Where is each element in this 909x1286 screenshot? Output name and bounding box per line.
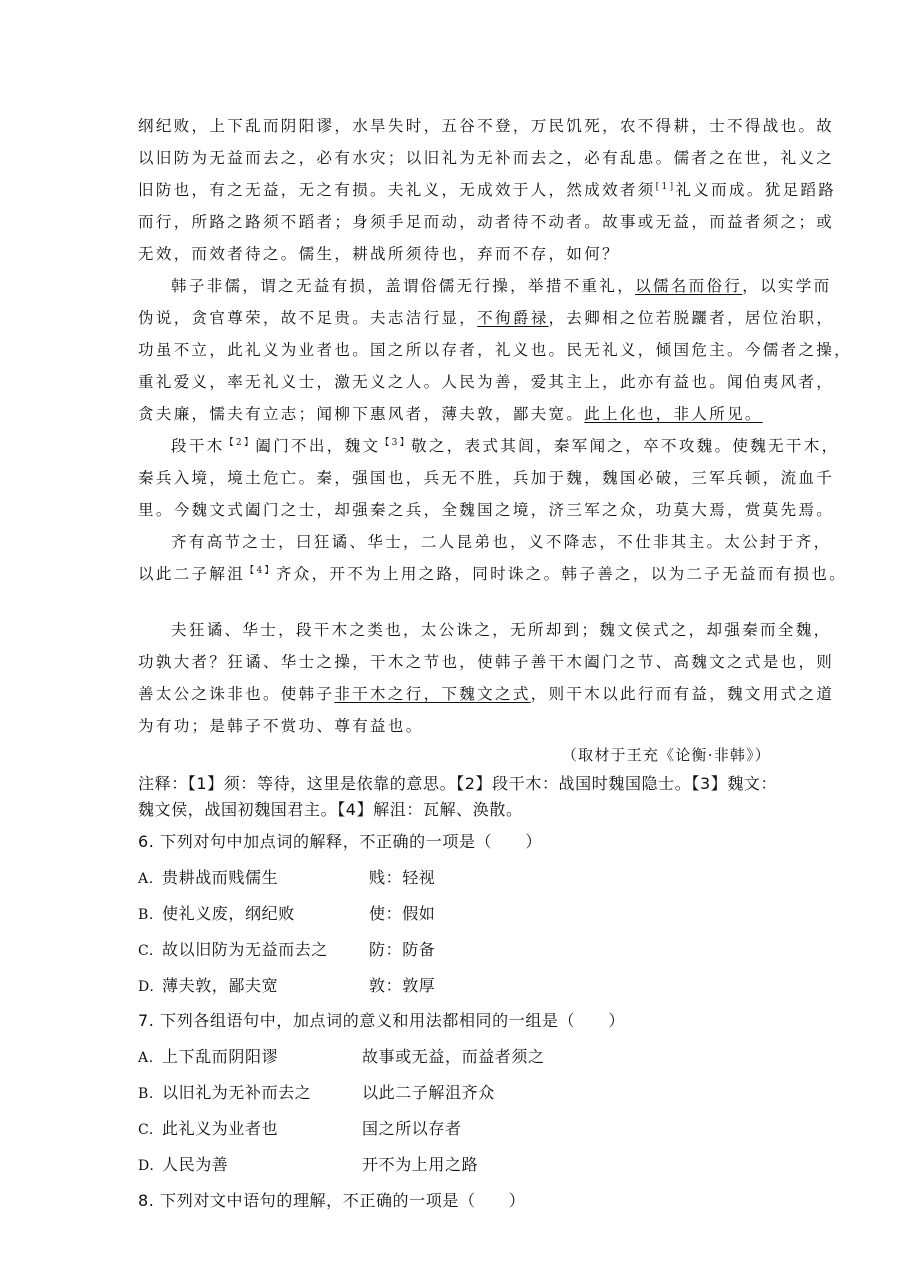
q7-option-c[interactable] bbox=[138, 1116, 278, 1139]
passage-line bbox=[138, 562, 847, 584]
question-7-stem: 7. 下列各组语句中，加点词的意义和用法都相同的一组是（ ） bbox=[138, 1011, 625, 1030]
passage-line: 为有功；是韩子不赏功、尊有益也。 bbox=[138, 717, 424, 735]
q7-option-a-pair: 故事或无益，而益者须之 bbox=[362, 1047, 545, 1066]
passage-text: 韩子非儒，谓之无益有损，盖谓俗儒无行操，举措不重礼， bbox=[171, 277, 636, 295]
option-letter: C. bbox=[138, 1122, 154, 1138]
option-letter: D. bbox=[138, 979, 155, 995]
option-letter: D. bbox=[138, 1158, 155, 1174]
passage-text: 阖门不出，魏文 bbox=[255, 437, 381, 455]
passage-text: 伪说，贪官尊荣，故不足贵。夫志洁行显， bbox=[138, 309, 478, 327]
passage-text: 善太公之诛非也。使韩子 bbox=[138, 685, 335, 703]
passage-text: ，以实学而 bbox=[742, 277, 832, 295]
q6-option-c[interactable] bbox=[138, 937, 328, 960]
q6-option-b-gloss: 使：假如 bbox=[369, 904, 436, 923]
option-letter: A. bbox=[138, 871, 154, 887]
option-letter: C. bbox=[138, 943, 154, 959]
option-text: 故以旧防为无益而去之 bbox=[162, 940, 329, 959]
q6-option-b[interactable] bbox=[138, 901, 295, 924]
option-text: 使礼义废，纲纪败 bbox=[162, 904, 295, 923]
passage-line bbox=[171, 434, 839, 456]
q6-option-d-gloss: 敦：敦厚 bbox=[369, 976, 436, 995]
passage-text: 旧防也，有之无益，无之有损。夫礼义，无成效于人，然成效者须 bbox=[138, 181, 656, 199]
passage-text: 敬之，表式其闾，秦军闻之，卒不攻魏。使魏无干木， bbox=[411, 437, 840, 455]
footnote-ref-3: 【3】 bbox=[380, 437, 412, 448]
source-citation: （取材于王充《论衡·非韩》） bbox=[561, 746, 771, 764]
passage-line: 功虽不立，此礼义为业者也。国之所以存者，礼义也。民无礼义，倾国危主。今儒者之操， bbox=[138, 341, 853, 359]
passage-text: ，则干木以此行而有益，魏文用式之道 bbox=[530, 685, 835, 703]
q7-option-b[interactable] bbox=[138, 1080, 311, 1103]
passage-text: ，去卿相之位若脱躧者，居位治职， bbox=[548, 309, 835, 327]
passage-text: 以此二子解沮 bbox=[138, 565, 246, 583]
q6-option-a-gloss: 贱：轻视 bbox=[369, 868, 436, 887]
q7-option-c-pair: 国之所以存者 bbox=[362, 1119, 462, 1138]
passage-text: 段干木 bbox=[171, 437, 225, 455]
passage-line: 齐有高节之士，曰狂谲、华士，二人昆弟也，义不降志，不仕非其主。太公封于齐， bbox=[171, 533, 832, 551]
q7-option-a[interactable] bbox=[138, 1044, 278, 1067]
option-text: 上下乱而阴阳谬 bbox=[162, 1047, 279, 1066]
option-letter: B. bbox=[138, 907, 154, 923]
passage-text: 无效，而效者待之。儒生，耕战所须待也，弃而不存，如何？ bbox=[138, 245, 620, 263]
notes-line: 注释：【1】须：等待，这里是依靠的意思。【2】段干木：战国时魏国隐士。【3】魏文： bbox=[138, 774, 778, 793]
passage-line: 重礼爱义，率无礼义士，激无义之人。人民为善，爱其主上，此亦有益也。闻伯夷风者， bbox=[138, 373, 835, 391]
passage-line: 里。今魏文式阖门之士，却强秦之兵，全魏国之境，济三军之众，功莫大焉，赏莫先焉。 bbox=[138, 501, 835, 519]
passage-line bbox=[171, 274, 831, 296]
question-8-stem: 8. 下列对文中语句的理解，不正确的一项是（ ） bbox=[138, 1191, 526, 1210]
passage-text: 齐众，开不为上用之路，同时诛之。韩子善之，以为二子无益而有损也。 bbox=[275, 565, 848, 583]
option-text: 以旧礼为无补而去之 bbox=[162, 1083, 312, 1102]
passage-line bbox=[138, 178, 836, 200]
q7-option-b-pair: 以此二子解沮齐众 bbox=[362, 1083, 495, 1102]
underlined-phrase: 以儒名而俗行 bbox=[635, 277, 743, 295]
option-letter: A. bbox=[138, 1050, 154, 1066]
passage-line: 秦兵入境，境土危亡。秦，强国也，兵无不胜，兵加于魏，魏国必破，三军兵顿，流血千 bbox=[138, 469, 835, 487]
passage-line: 夫狂谲、华士，段干木之类也，太公诛之，无所却到；魏文侯式之，却强秦而全魏， bbox=[171, 621, 832, 639]
q7-option-d[interactable] bbox=[138, 1152, 228, 1175]
passage-text: 贪夫廉，懦夫有立志；闻柳下惠风者，薄夫敦，鄙夫宽。 bbox=[138, 405, 585, 423]
option-text: 薄夫敦，鄙夫宽 bbox=[162, 976, 279, 995]
option-text: 此礼义为业者也 bbox=[162, 1119, 279, 1138]
option-text: 贵耕战而贱儒生 bbox=[162, 868, 279, 887]
passage-line bbox=[138, 682, 834, 704]
footnote-ref-2: 【2】 bbox=[224, 437, 256, 448]
passage-text: 礼义而成。犹足蹈路 bbox=[675, 181, 837, 199]
question-6-stem: 6. 下列对句中加点词的解释，不正确的一项是（ ） bbox=[138, 832, 542, 851]
option-text: 人民为善 bbox=[162, 1155, 229, 1174]
passage-line: 而行，所路之路须不蹈者；身须手足而动，动者待不动者。故事或无益，而益者须之；或 bbox=[138, 213, 835, 231]
footnote-ref-1: [1] bbox=[655, 181, 676, 192]
passage-line bbox=[138, 242, 620, 264]
passage-line: 以旧防为无益而去之，必有水灾；以旧礼为无补而去之，必有乱患。儒者之在世，礼义之 bbox=[138, 149, 835, 167]
passage-line: 纲纪败，上下乱而阴阳谬，水旱失时，五谷不登，万民饥死，农不得耕，士不得战也。故 bbox=[138, 117, 835, 135]
underlined-phrase: 非干木之行，下魏文之式 bbox=[334, 685, 531, 703]
q6-option-d[interactable] bbox=[138, 973, 278, 996]
underlined-phrase: 此上化也，非人所见。 bbox=[584, 405, 763, 423]
notes-line: 魏文侯，战国初魏国君主。【4】解沮：瓦解、涣散。 bbox=[138, 800, 523, 819]
passage-line bbox=[138, 306, 834, 328]
underlined-phrase: 不徇爵禄 bbox=[477, 309, 549, 327]
q7-option-d-pair: 开不为上用之路 bbox=[362, 1155, 479, 1174]
option-letter: B. bbox=[138, 1086, 154, 1102]
q6-option-a[interactable] bbox=[138, 865, 278, 888]
footnote-ref-4: 【4】 bbox=[245, 565, 276, 576]
q6-option-c-gloss: 防：防备 bbox=[369, 940, 436, 959]
passage-line bbox=[138, 402, 763, 424]
passage-line: 功孰大者？狂谲、华士之操，干木之节也，使韩子善干木阖门之节、高魏文之式是也，则 bbox=[138, 653, 835, 671]
